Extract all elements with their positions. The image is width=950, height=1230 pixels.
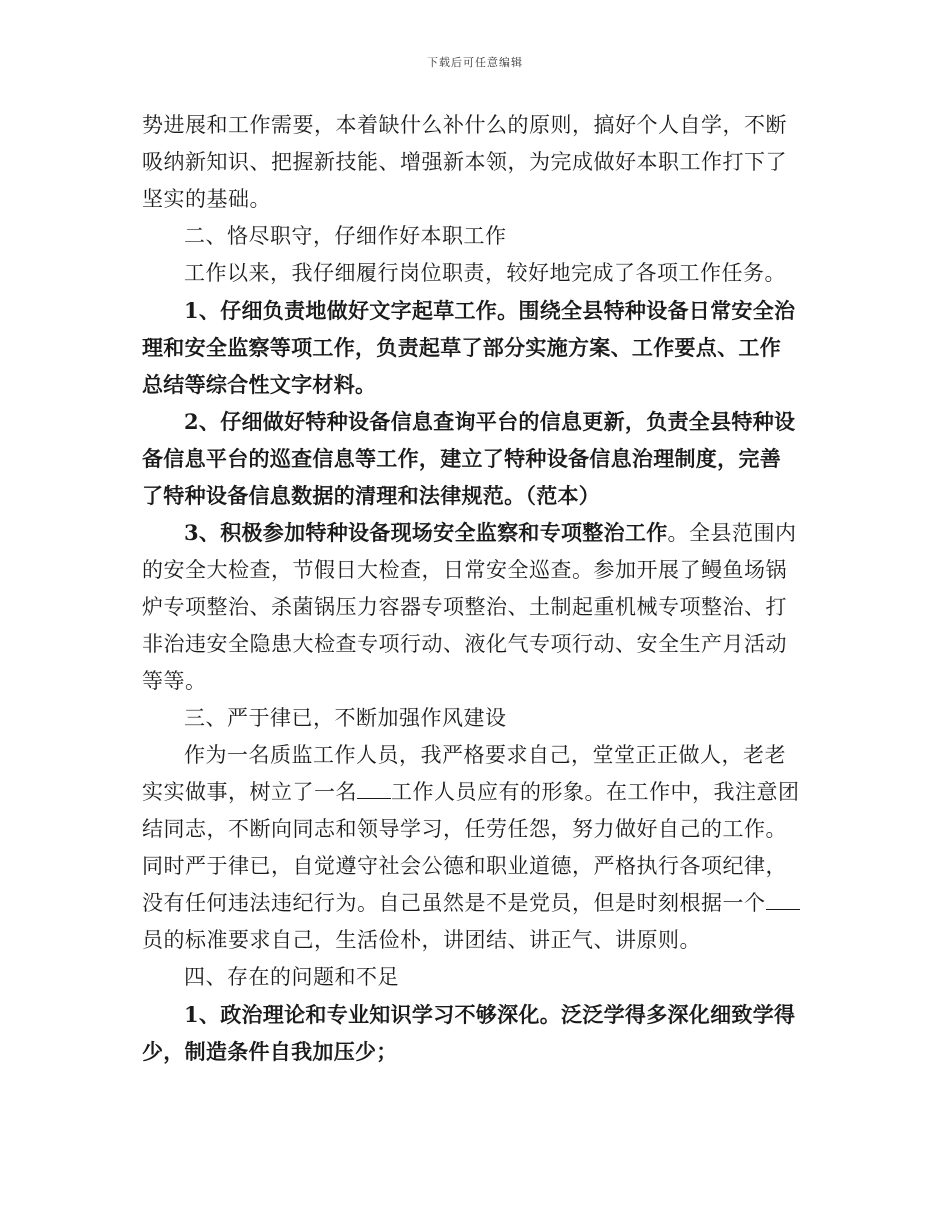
- paragraph-line: [142, 885, 810, 922]
- paragraph-line: 的安全大检查，节假日大检查，日常安全巡查。参加开展了鳗鱼场锅: [142, 558, 787, 582]
- item-3-line: [142, 514, 810, 552]
- fill-in-blank: [766, 887, 800, 910]
- bold-problem-1-line: 1、政治理论和专业知识学习不够深化。泛泛学得多深化细致学得: [184, 1002, 796, 1027]
- paragraph-line: 炉专项整治、杀菌锅压力容器专项整治、土制起重机械专项整治、打: [142, 595, 787, 619]
- paragraph-line: [142, 774, 810, 811]
- section-heading-4: 四、存在的问题和不足: [184, 965, 399, 989]
- header-note: 下载后可任意编辑: [427, 56, 523, 69]
- paragraph-line: 员的标准要求自己，生活俭朴，讲团结、讲正气、讲原则。: [142, 928, 701, 952]
- paragraph-line: 坚实的基础。: [142, 187, 271, 211]
- section-heading-3: 三、严于律已，不断加强作风建设: [184, 706, 507, 730]
- paragraph-line: 同时严于律已，自觉遵守社会公德和职业道德，严格执行各项纪律，: [142, 854, 787, 878]
- paragraph-line: 工作以来，我仔细履行岗位职责，较好地完成了各项工作任务。: [184, 261, 786, 285]
- item-3-bold-lead: 3、积极参加特种设备现场安全监察和专项整治工作: [184, 520, 668, 545]
- text-segment: 实实做事，树立了一名: [142, 780, 357, 804]
- bold-item-1-line: 总结等综合性文字材料。: [142, 372, 377, 397]
- paragraph-line: 吸纳新知识、把握新技能、增强新本领，为完成做好本职工作打下了: [142, 150, 787, 174]
- bold-item-1-line: 理和安全监察等项工作，负责起草了部分实施方案、工作要点、工作: [142, 335, 781, 360]
- fill-in-blank: [357, 776, 391, 799]
- section-heading-2: 二、恪尽职守，仔细作好本职工作: [184, 224, 507, 248]
- item-3-rest: 。全县范围内: [667, 521, 797, 545]
- paragraph-line: 结同志，不断向同志和领导学习，任劳任怨，努力做好自己的工作。: [142, 817, 787, 841]
- paragraph-line: 势进展和工作需要，本着缺什么补什么的原则，搞好个人自学，不断: [142, 113, 787, 137]
- bold-item-1-line: 1、仔细负责地做好文字起草工作。围绕全县特种设备日常安全治: [184, 298, 796, 323]
- paragraph-line: 非治违安全隐患大检查专项行动、液化气专项行动、安全生产月活动: [142, 632, 787, 656]
- bold-item-2-line: 2、仔细做好特种设备信息查询平台的信息更新，负责全县特种设: [184, 409, 796, 434]
- bold-item-2-line: 备信息平台的巡查信息等工作，建立了特种设备信息治理制度，完善: [142, 446, 781, 471]
- text-segment: 工作人员应有的形象。在工作中，我注意团: [391, 780, 800, 804]
- text-segment: 没有任何违法违纪行为。自己虽然是不是党员，但是时刻根据一个: [142, 891, 766, 915]
- paragraph-line: 等等。: [142, 669, 207, 693]
- bold-item-2-line: 了特种设备信息数据的清理和法律规范。（范本）: [142, 483, 601, 508]
- paragraph-line: 作为一名质监工作人员，我严格要求自己，堂堂正正做人，老老: [184, 743, 786, 767]
- bold-problem-1-line: 少，制造条件自我加压少；: [142, 1039, 398, 1064]
- document-body: [142, 107, 810, 1070]
